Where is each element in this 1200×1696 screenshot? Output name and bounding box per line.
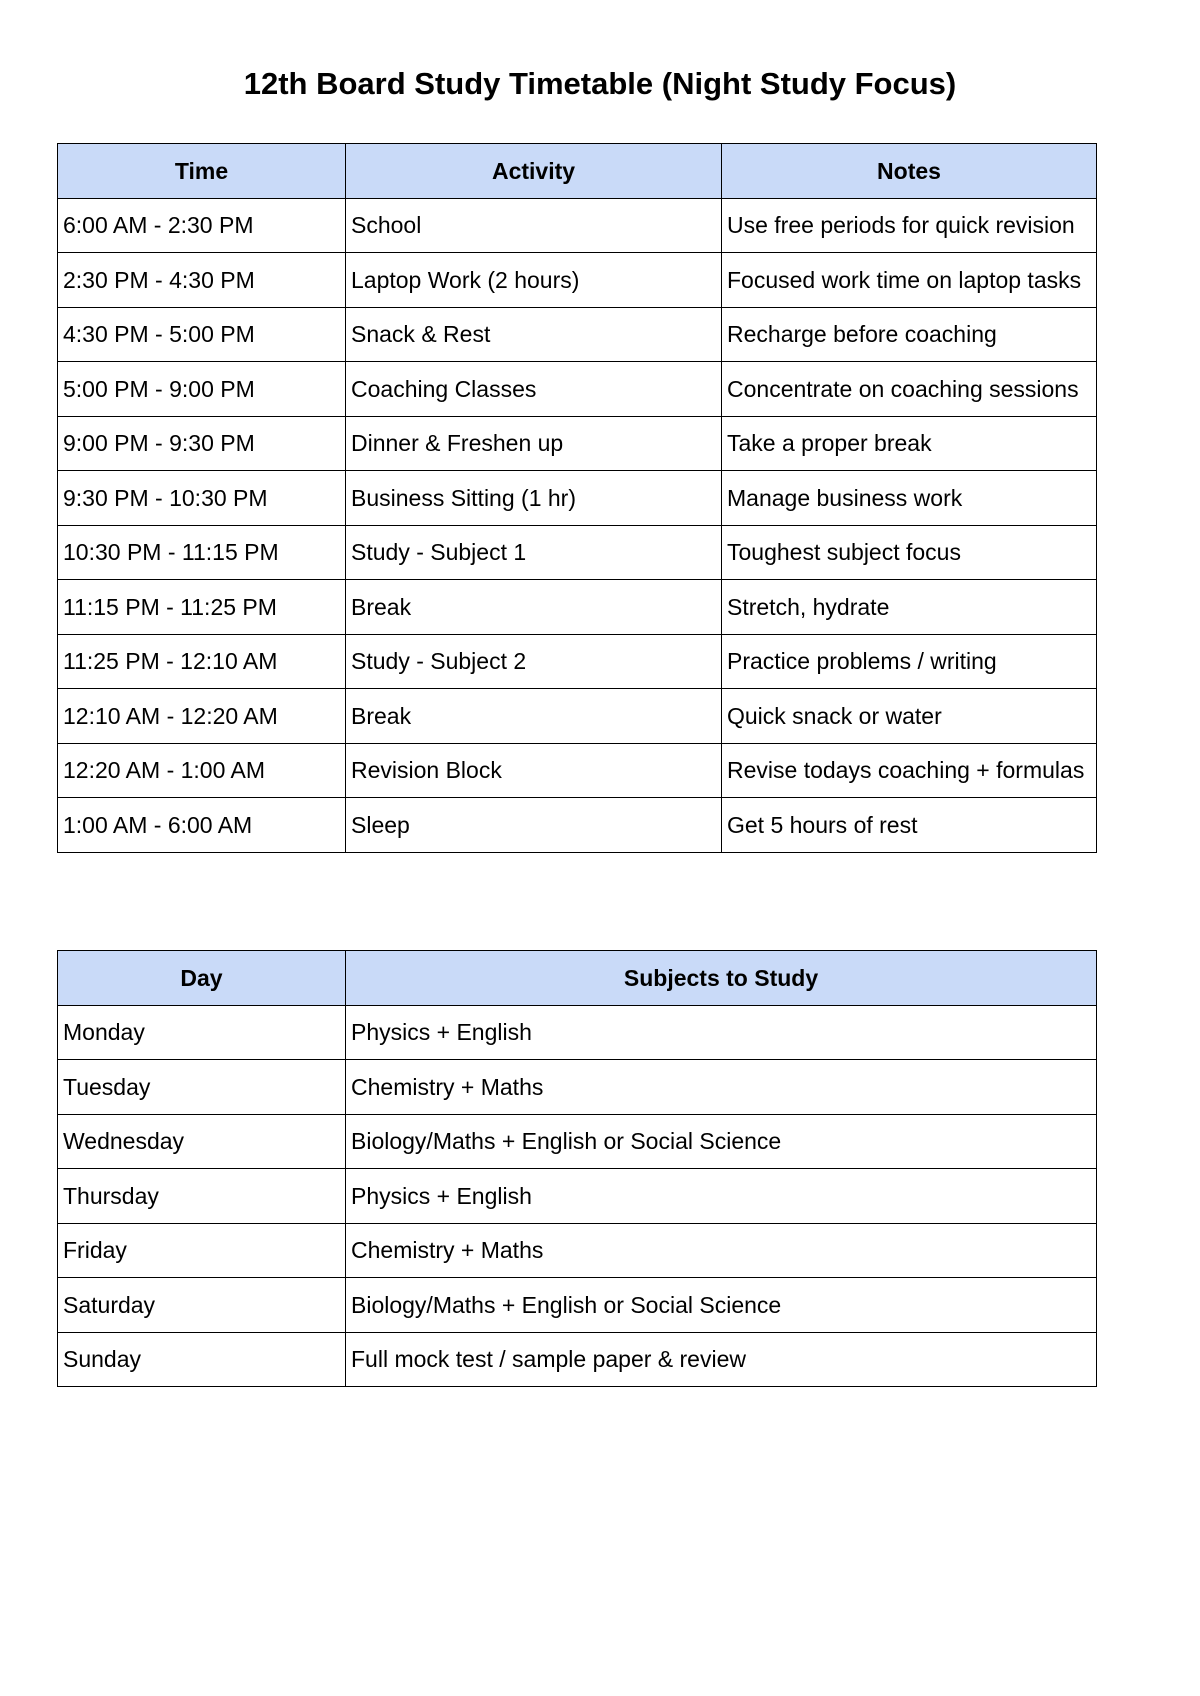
daily-schedule-table	[57, 143, 1097, 853]
day-cell: Tuesday	[58, 1060, 346, 1115]
table-header-row	[58, 144, 1097, 199]
subjects-cell: Biology/Maths + English or Social Science	[346, 1278, 1097, 1333]
table-row	[58, 525, 1097, 580]
table-row	[58, 1005, 1097, 1060]
table-row	[58, 743, 1097, 798]
time-cell: 2:30 PM - 4:30 PM	[58, 253, 346, 308]
notes-cell: Focused work time on laptop tasks	[722, 253, 1097, 308]
column-header-notes: Notes	[722, 144, 1097, 199]
page-title: 12th Board Study Timetable (Night Study Focus)	[243, 66, 957, 101]
table-row	[58, 1332, 1097, 1387]
day-cell: Thursday	[58, 1169, 346, 1224]
time-cell: 4:30 PM - 5:00 PM	[58, 307, 346, 362]
time-cell: 11:15 PM - 11:25 PM	[58, 580, 346, 635]
time-cell: 5:00 PM - 9:00 PM	[58, 362, 346, 417]
activity-cell: Break	[346, 689, 722, 744]
subjects-cell: Chemistry + Maths	[346, 1060, 1097, 1115]
table-row	[58, 471, 1097, 526]
day-cell: Friday	[58, 1223, 346, 1278]
table-row	[58, 253, 1097, 308]
time-cell: 9:00 PM - 9:30 PM	[58, 416, 346, 471]
day-cell: Monday	[58, 1005, 346, 1060]
activity-cell: Study - Subject 2	[346, 634, 722, 689]
notes-cell: Concentrate on coaching sessions	[722, 362, 1097, 417]
notes-cell: Recharge before coaching	[722, 307, 1097, 362]
notes-cell: Use free periods for quick revision	[722, 198, 1097, 253]
day-cell: Sunday	[58, 1332, 346, 1387]
subjects-cell: Physics + English	[346, 1169, 1097, 1224]
activity-cell: Study - Subject 1	[346, 525, 722, 580]
day-cell: Saturday	[58, 1278, 346, 1333]
table-row	[58, 1223, 1097, 1278]
table-row	[58, 634, 1097, 689]
day-cell: Wednesday	[58, 1114, 346, 1169]
time-cell: 6:00 AM - 2:30 PM	[58, 198, 346, 253]
table-row	[58, 689, 1097, 744]
notes-cell: Get 5 hours of rest	[722, 798, 1097, 853]
activity-cell: Sleep	[346, 798, 722, 853]
notes-cell: Take a proper break	[722, 416, 1097, 471]
activity-cell: Business Sitting (1 hr)	[346, 471, 722, 526]
activity-cell: Laptop Work (2 hours)	[346, 253, 722, 308]
column-header-activity: Activity	[346, 144, 722, 199]
subjects-cell: Chemistry + Maths	[346, 1223, 1097, 1278]
table-row	[58, 416, 1097, 471]
time-cell: 1:00 AM - 6:00 AM	[58, 798, 346, 853]
notes-cell: Stretch, hydrate	[722, 580, 1097, 635]
column-header-subjects: Subjects to Study	[346, 951, 1097, 1006]
time-cell: 12:20 AM - 1:00 AM	[58, 743, 346, 798]
notes-cell: Toughest subject focus	[722, 525, 1097, 580]
subjects-cell: Physics + English	[346, 1005, 1097, 1060]
table-row	[58, 198, 1097, 253]
table-row	[58, 307, 1097, 362]
table-row	[58, 580, 1097, 635]
activity-cell: Coaching Classes	[346, 362, 722, 417]
table-row	[58, 362, 1097, 417]
column-header-day: Day	[58, 951, 346, 1006]
time-cell: 9:30 PM - 10:30 PM	[58, 471, 346, 526]
activity-cell: School	[346, 198, 722, 253]
notes-cell: Quick snack or water	[722, 689, 1097, 744]
weekly-subjects-table	[57, 950, 1097, 1387]
notes-cell: Manage business work	[722, 471, 1097, 526]
table-row	[58, 1278, 1097, 1333]
time-cell: 10:30 PM - 11:15 PM	[58, 525, 346, 580]
subjects-cell: Biology/Maths + English or Social Science	[346, 1114, 1097, 1169]
notes-cell: Practice problems / writing	[722, 634, 1097, 689]
subjects-cell: Full mock test / sample paper & review	[346, 1332, 1097, 1387]
column-header-time: Time	[58, 144, 346, 199]
time-cell: 12:10 AM - 12:20 AM	[58, 689, 346, 744]
activity-cell: Snack & Rest	[346, 307, 722, 362]
table-row	[58, 1060, 1097, 1115]
activity-cell: Dinner & Freshen up	[346, 416, 722, 471]
activity-cell: Revision Block	[346, 743, 722, 798]
table-header-row	[58, 951, 1097, 1006]
activity-cell: Break	[346, 580, 722, 635]
notes-cell: Revise todays coaching + formulas	[722, 743, 1097, 798]
table-row	[58, 798, 1097, 853]
table-row	[58, 1169, 1097, 1224]
table-row	[58, 1114, 1097, 1169]
time-cell: 11:25 PM - 12:10 AM	[58, 634, 346, 689]
